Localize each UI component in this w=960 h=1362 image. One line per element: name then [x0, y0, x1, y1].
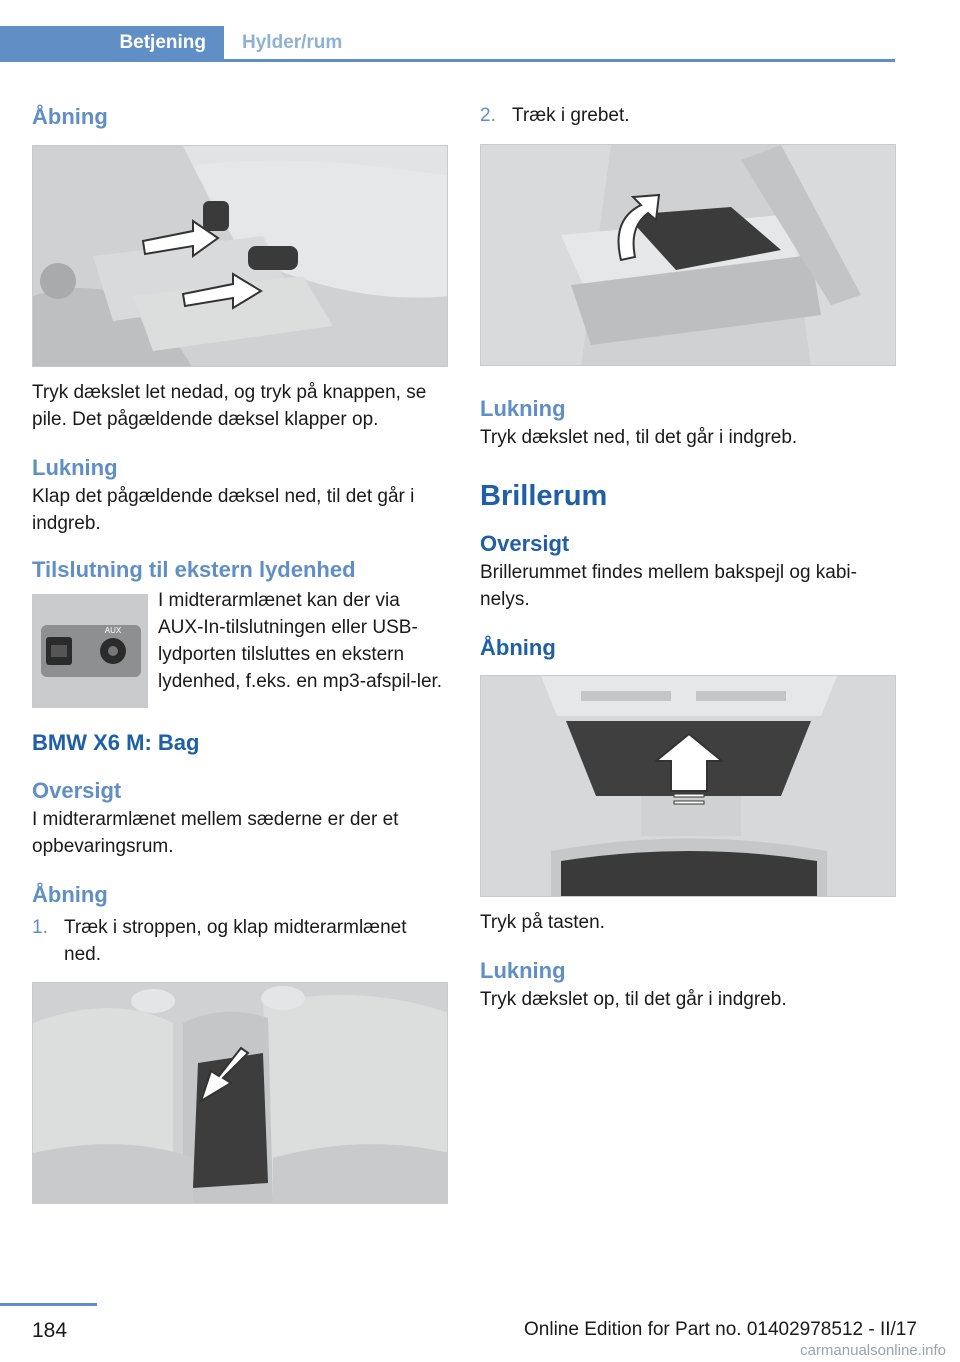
heading-glasses-compartment: Brillerum	[480, 480, 608, 512]
step-1	[32, 914, 448, 968]
heading-external-audio: Tilslutning til ekstern lydenhed	[32, 557, 356, 582]
text-opening-right: Tryk på tasten.	[480, 912, 605, 933]
text-overview-right: Brillerummet findes mellem bakspejl og kabi-nelys.	[480, 562, 857, 610]
tab-hylder-rum[interactable]: Hylder/rum	[242, 32, 343, 53]
step-2-text: Træk i grebet.	[512, 105, 630, 126]
footer-rule	[0, 1303, 97, 1306]
right-column	[480, 98, 896, 1013]
heading-x6m-rear: BMW X6 M: Bag	[32, 730, 200, 755]
text-closing: Klap det pågældende dæksel ned, til det går i indgreb.	[32, 486, 415, 534]
step-1-number: 1.	[32, 917, 48, 938]
step-1-text: Træk i stroppen, og klap midterarmlænet ned.	[64, 917, 407, 965]
step-2-number: 2.	[480, 105, 496, 126]
heading-opening-2: Åbning	[32, 882, 108, 907]
rear-seat-armrest-illustration	[32, 982, 448, 1204]
heading-opening-right: Åbning	[480, 635, 556, 660]
header-tabs	[0, 26, 895, 62]
aux-label: AUX	[104, 626, 122, 635]
left-column	[32, 98, 448, 1204]
text-overview: I midterarmlænet mellem sæderne er der et opbevaringsrum.	[32, 809, 399, 857]
armrest-front-illustration	[32, 145, 448, 367]
heading-overview: Oversigt	[32, 778, 122, 803]
external-audio-block	[32, 587, 448, 708]
watermark: carmanualsonline.info	[800, 1342, 946, 1359]
aux-usb-port-illustration	[32, 594, 148, 708]
text-external-audio: I midterarmlænet kan der via AUX-In-tilslutningen eller USB-lydporten tilsluttes en ekstern lydenhed, f.eks. en mp3-afspil-ler.	[158, 590, 443, 692]
heading-closing-right: Lukning	[480, 396, 566, 421]
page-number: 184	[32, 1319, 68, 1342]
heading-opening: Åbning	[32, 104, 108, 129]
text-opening: Tryk dækslet let nedad, og tryk på knappen, se pile. Det pågældende dæksel klapper op.	[32, 382, 427, 430]
glasses-compartment-illustration	[480, 675, 896, 897]
tab-betjening[interactable]: Betjening	[0, 26, 224, 62]
armrest-compartment-illustration	[480, 144, 896, 366]
header-rule	[0, 59, 895, 62]
heading-closing-right-2: Lukning	[480, 958, 566, 983]
heading-closing: Lukning	[32, 455, 118, 480]
heading-overview-right: Oversigt	[480, 531, 570, 556]
edition-line: Online Edition for Part no. 01402978512 - II/17	[524, 1319, 917, 1340]
text-closing-right-2: Tryk dækslet op, til det går i indgreb.	[480, 989, 787, 1010]
text-closing-right: Tryk dækslet ned, til det går i indgreb.	[480, 427, 798, 448]
step-2	[480, 102, 896, 129]
